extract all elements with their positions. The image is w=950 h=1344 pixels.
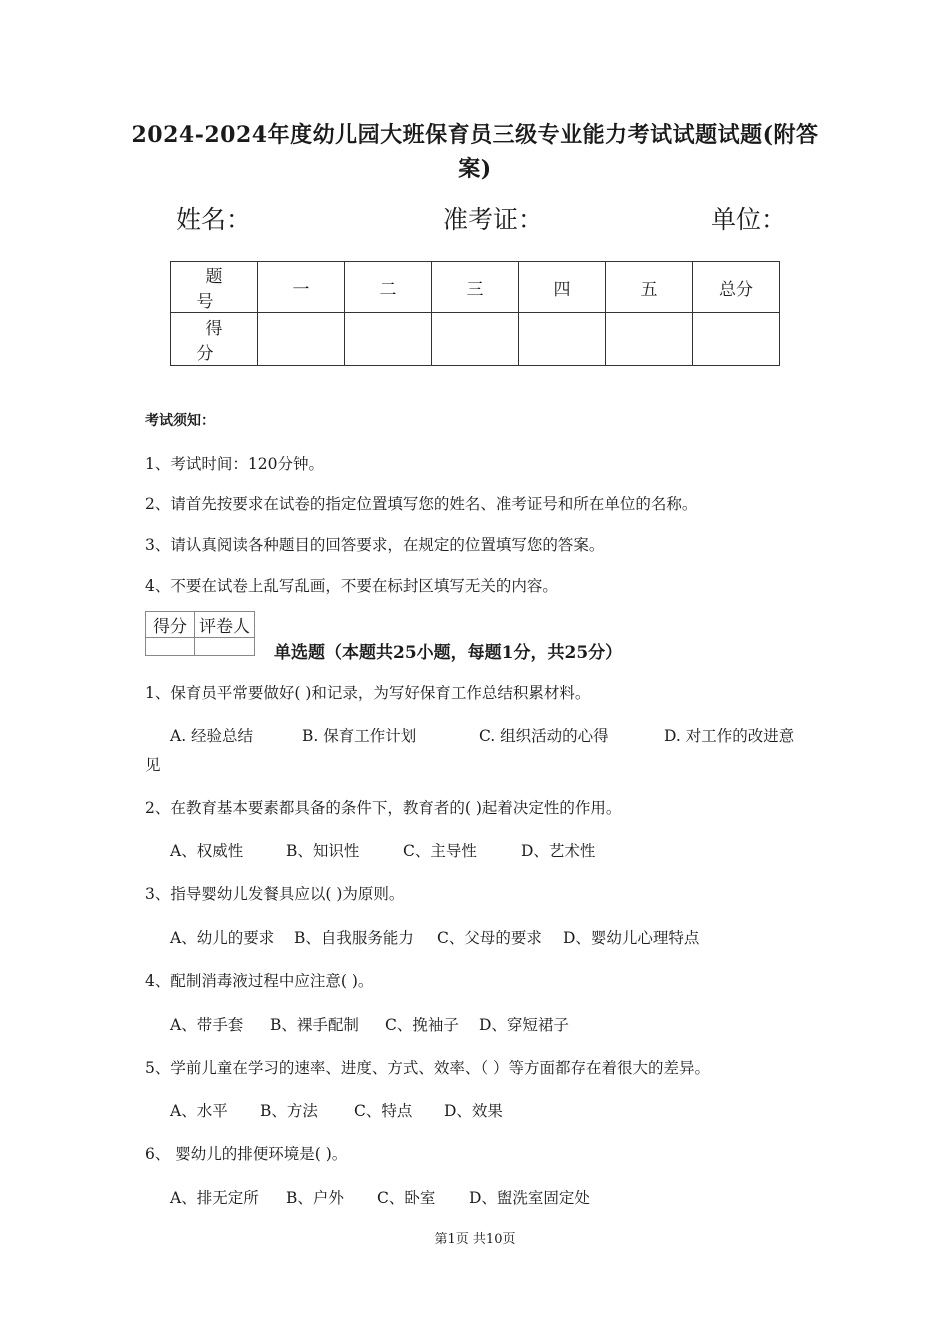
option-b[interactable]: B、知识性 — [286, 842, 360, 860]
score-cell[interactable] — [432, 313, 519, 366]
score-cell[interactable] — [606, 313, 693, 366]
option-c[interactable]: C、特点 — [354, 1102, 413, 1120]
option-d[interactable]: D、盥洗室固定处 — [469, 1189, 590, 1207]
score-header-cell: 五 — [606, 262, 693, 313]
score-table — [170, 261, 780, 366]
notice-item: 3、请认真阅读各种题目的回答要求，在规定的位置填写您的答案。 — [145, 536, 605, 554]
question-text: 6、 婴幼儿的排便环境是( )。 — [145, 1145, 348, 1163]
question-text: 2、在教育基本要素都具备的条件下，教育者的( )起着决定性的作用。 — [145, 799, 622, 817]
score-cell[interactable] — [693, 313, 780, 366]
option-b[interactable]: B、裸手配制 — [270, 1016, 359, 1034]
option-a[interactable]: A、权威性 — [170, 842, 244, 860]
exam-id-field-label: 准考证： — [443, 205, 544, 234]
notice-title: 考试须知： — [145, 413, 215, 429]
score-cell[interactable] — [345, 313, 432, 366]
question-text: 5、学前儿童在学习的速率、进度、方式、效率、（ ）等方面都存在着很大的差异。 — [145, 1059, 711, 1077]
option-b[interactable]: B、户外 — [286, 1189, 344, 1207]
option-c[interactable]: C、主导性 — [403, 842, 477, 860]
option-c[interactable]: C. 组织活动的心得 — [479, 727, 609, 745]
section-title: 单选题（本题共25小题，每题1分，共25分） — [274, 643, 623, 663]
option-b[interactable]: B. 保育工作计划 — [302, 727, 417, 745]
score-row-label: 得 分 — [171, 313, 258, 366]
grader-score-cell[interactable] — [146, 638, 195, 656]
grader-box — [145, 611, 255, 656]
title-line-1: 2024-2024年度幼儿园大班保育员三级专业能力考试试题试题(附答 — [131, 122, 819, 148]
question-options — [170, 839, 595, 861]
question-text: 3、指导婴幼儿发餐具应以( )为原则。 — [145, 885, 405, 903]
score-header-cell: 二 — [345, 262, 432, 313]
score-table-header-row — [171, 262, 780, 313]
option-c[interactable]: C、父母的要求 — [437, 929, 542, 947]
question-text: 1、保育员平常要做好( )和记录，为写好保育工作总结积累材料。 — [145, 684, 591, 702]
document-title — [120, 118, 830, 186]
score-header-cell: 总分 — [693, 262, 780, 313]
option-d[interactable]: D、艺术性 — [521, 842, 596, 860]
option-wrap-text: 见 — [145, 756, 161, 774]
question-options — [170, 1186, 590, 1208]
unit-field-label: 单位： — [711, 205, 787, 234]
notice-item: 2、请首先按要求在试卷的指定位置填写您的姓名、准考证号和所在单位的名称。 — [145, 495, 698, 513]
question-options — [170, 926, 699, 948]
option-d[interactable]: D、效果 — [444, 1102, 503, 1120]
option-d[interactable]: D、婴幼儿心理特点 — [563, 929, 700, 947]
grader-name-label: 评卷人 — [195, 612, 255, 638]
question-options — [170, 1013, 569, 1035]
option-d[interactable]: D、穿短裙子 — [479, 1016, 569, 1034]
option-a[interactable]: A、水平 — [170, 1102, 228, 1120]
option-b[interactable]: B、自我服务能力 — [294, 929, 414, 947]
score-cell[interactable] — [258, 313, 345, 366]
title-line-2: 案) — [458, 156, 492, 182]
name-field-label: 姓名： — [176, 205, 252, 234]
score-table-score-row — [171, 313, 780, 366]
question-options — [170, 724, 794, 746]
option-a[interactable]: A、幼儿的要求 — [170, 929, 275, 947]
grader-score-label: 得分 — [146, 612, 195, 638]
score-header-cell: 题 号 — [171, 262, 258, 313]
option-a[interactable]: A、带手套 — [170, 1016, 244, 1034]
score-header-cell: 三 — [432, 262, 519, 313]
option-b[interactable]: B、方法 — [260, 1102, 318, 1120]
score-header-cell: 四 — [519, 262, 606, 313]
option-a[interactable]: A、排无定所 — [170, 1189, 259, 1207]
score-header-cell: 一 — [258, 262, 345, 313]
page-footer: 第1页 共10页 — [434, 1232, 516, 1247]
notice-item: 1、考试时间：120分钟。 — [145, 455, 324, 473]
question-options — [170, 1099, 503, 1121]
option-c[interactable]: C、卧室 — [377, 1189, 436, 1207]
option-c[interactable]: C、挽袖子 — [385, 1016, 459, 1034]
grader-name-cell[interactable] — [195, 638, 255, 656]
score-cell[interactable] — [519, 313, 606, 366]
option-d[interactable]: D. 对工作的改进意 — [664, 727, 795, 745]
option-a[interactable]: A. 经验总结 — [170, 727, 254, 745]
notice-item: 4、不要在试卷上乱写乱画，不要在标封区填写无关的内容。 — [145, 577, 558, 595]
question-text: 4、配制消毒液过程中应注意( )。 — [145, 972, 374, 990]
